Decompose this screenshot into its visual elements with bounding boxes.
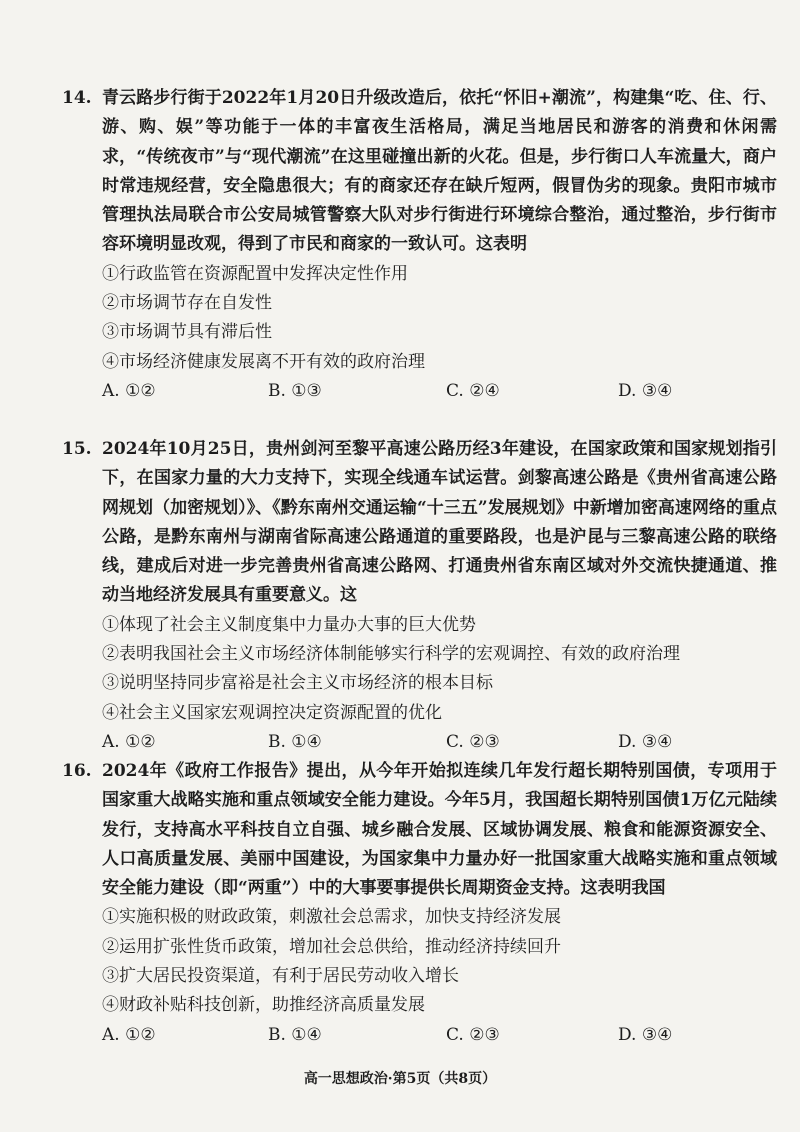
- page-footer: 高一思想政治·第5页（共8页）: [303, 1071, 497, 1087]
- option-c: C. ②③: [446, 731, 500, 752]
- option-a: A. ①②: [102, 731, 156, 752]
- statement-3: ③市场调节具有滞后性: [102, 322, 272, 343]
- statement-2: ②市场调节存在自发性: [102, 293, 272, 314]
- option-d: D. ③④: [618, 731, 673, 752]
- option-a: A. ①②: [102, 1024, 156, 1045]
- option-b: B. ①④: [268, 1024, 322, 1045]
- answer-options: [102, 377, 777, 406]
- answer-options: [102, 728, 777, 757]
- question-stem: 2024年《政府工作报告》提出，从今年开始拟连续几年发行超长期特别国债，专项用于国家重大战略实施和重点领域安全能力建设。今年5月，我国超长期特别国债1万亿元陆续发行，支持高水平科技自立自强、城乡融合发展、区域协调发展、粮食和能源资源安全、人口高质量发展、美丽中国建设，为国家集中力量办好一批国家重大战略实施和重点领域安全能力建设（即“两重”）中的大事要事提供长周期资金支持。这表明我国: [102, 761, 777, 899]
- option-c: C. ②④: [446, 380, 500, 401]
- option-b: B. ①④: [268, 731, 322, 752]
- statement-2: ②运用扩张性货币政策，增加社会总供给，推动经济持续回升: [102, 936, 561, 957]
- statement-1: ①行政监管在资源配置中发挥决定性作用: [102, 263, 408, 284]
- question-stem: 2024年10月25日，贵州剑河至黎平高速公路历经3年建设，在国家政策和国家规划指引下，在国家力量的大力支持下，实现全线通车试运营。剑黎高速公路是《贵州省高速公路网规划（加密规划）》、《黔东南州交通运输“十三五”发展规划》中新增加密高速网络的重点公路，是黔东南州与湖南省际高速公路通道的重要路段，也是沪昆与三黎高速公路的联络线，建成后对进一步完善贵州省高速公路网、打通贵州省东南区域对外交流快捷通道、推动当地经济发展具有重要意义。这: [102, 439, 777, 606]
- answer-options: [102, 1021, 777, 1050]
- question-14: [62, 84, 777, 406]
- option-d: D. ③④: [618, 380, 673, 401]
- statement-1: ①实施积极的财政政策，刺激社会总需求，加快支持经济发展: [102, 907, 561, 928]
- question-number: 14.: [62, 88, 92, 108]
- statement-3: ③说明坚持同步富裕是社会主义市场经济的根本目标: [102, 673, 493, 694]
- option-c: C. ②③: [446, 1024, 500, 1045]
- statement-3: ③扩大居民投资渠道，有利于居民劳动收入增长: [102, 966, 459, 987]
- option-a: A. ①②: [102, 380, 156, 401]
- question-15: [62, 435, 777, 757]
- question-number: 16.: [62, 761, 92, 781]
- question-16: [62, 757, 777, 1050]
- statement-4: ④社会主义国家宏观调控决定资源配置的优化: [102, 702, 442, 723]
- question-number: 15.: [62, 439, 92, 459]
- statement-2: ②表明我国社会主义市场经济体制能够实行科学的宏观调控、有效的政府治理: [102, 644, 680, 665]
- question-stem: 青云路步行街于2022年1月20日升级改造后，依托“怀旧+潮流”，构建集“吃、住、行、游、购、娱”等功能于一体的丰富夜生活格局，满足当地居民和游客的消费和休闲需求，“传统夜市”与“现代潮流”在这里碰撞出新的火花。但是，步行街口人车流量大，商户时常违规经营，安全隐患很大；有的商家还存在缺斤短两，假冒伪劣的现象。贵阳市城市管理执法局联合市公安局城管警察大队对步行街进行环境综合整治，通过整治，步行街市容环境明显改观，得到了市民和商家的一致认可。这表明: [102, 88, 777, 255]
- statement-4: ④财政补贴科技创新，助推经济高质量发展: [102, 995, 425, 1016]
- statement-4: ④市场经济健康发展离不开有效的政府治理: [102, 351, 425, 372]
- option-d: D. ③④: [618, 1024, 673, 1045]
- statement-1: ①体现了社会主义制度集中力量办大事的巨大优势: [102, 614, 476, 635]
- option-b: B. ①③: [268, 380, 322, 401]
